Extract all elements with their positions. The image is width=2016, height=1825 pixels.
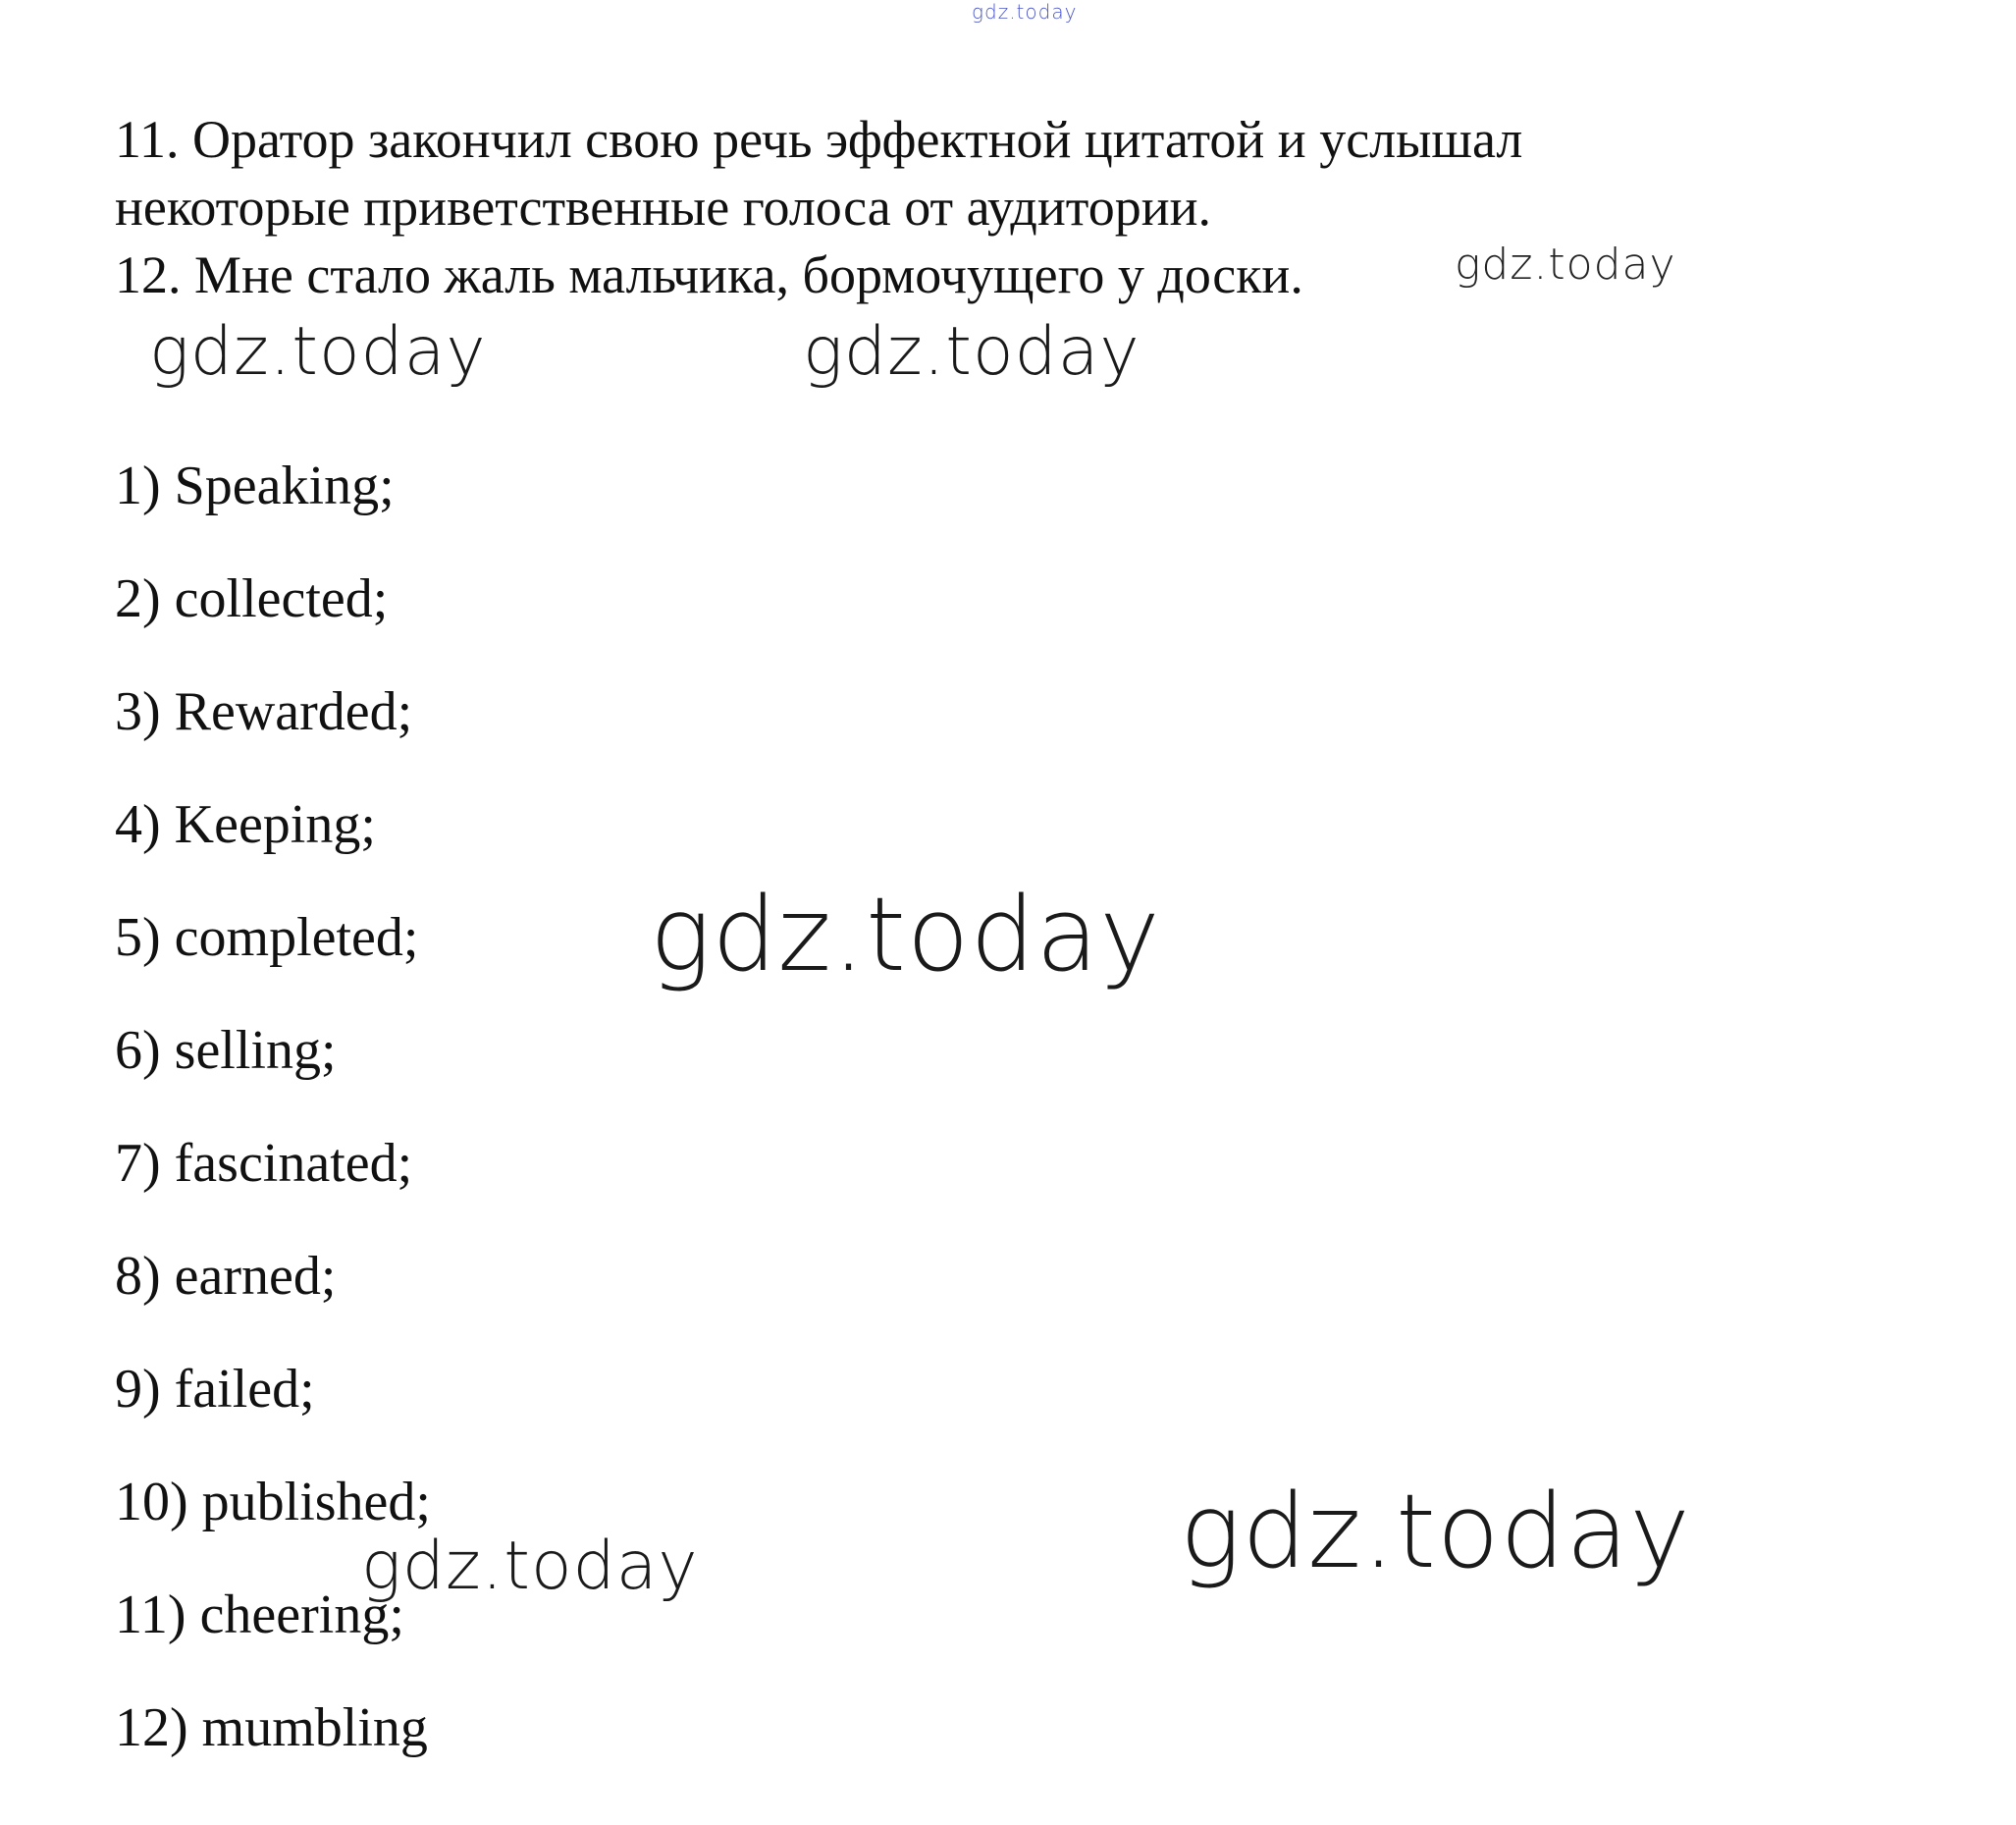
- answer-item-3: 3) Rewarded;: [115, 681, 413, 742]
- sentence-11-line-1: 11. Оратор закончил свою речь эффектной цитатой и услышал: [115, 110, 1523, 169]
- watermark-big-right: gdz.today: [1180, 1472, 1691, 1591]
- watermark-mid-left: gdz.today: [149, 313, 487, 391]
- watermark-lower-left: gdz.today: [361, 1528, 699, 1605]
- answer-item-12: 12) mumbling: [115, 1697, 428, 1758]
- answer-item-9: 9) failed;: [115, 1359, 315, 1420]
- sentence-12: 12. Мне стало жаль мальчика, бормочущего у доски.: [115, 245, 1303, 304]
- answer-item-6: 6) selling;: [115, 1020, 337, 1081]
- answer-item-11: 11) cheering;: [115, 1584, 404, 1645]
- watermark-small-right: gdz.today: [1455, 240, 1676, 290]
- answer-item-1: 1) Speaking;: [115, 456, 395, 516]
- answer-item-7: 7) fascinated;: [115, 1133, 413, 1194]
- answer-item-2: 2) collected;: [115, 568, 389, 629]
- watermark-mid-center: gdz.today: [803, 313, 1141, 391]
- answer-item-10: 10) published;: [115, 1472, 431, 1532]
- sentence-11-line-2: некоторые приветственные голоса от аудитории.: [115, 178, 1211, 237]
- watermark-big-center: gdz.today: [650, 875, 1161, 994]
- answer-item-5: 5) completed;: [115, 907, 419, 968]
- watermark-top: gdz.today: [972, 0, 1078, 24]
- answer-item-4: 4) Keeping;: [115, 794, 376, 855]
- answer-item-8: 8) earned;: [115, 1246, 337, 1307]
